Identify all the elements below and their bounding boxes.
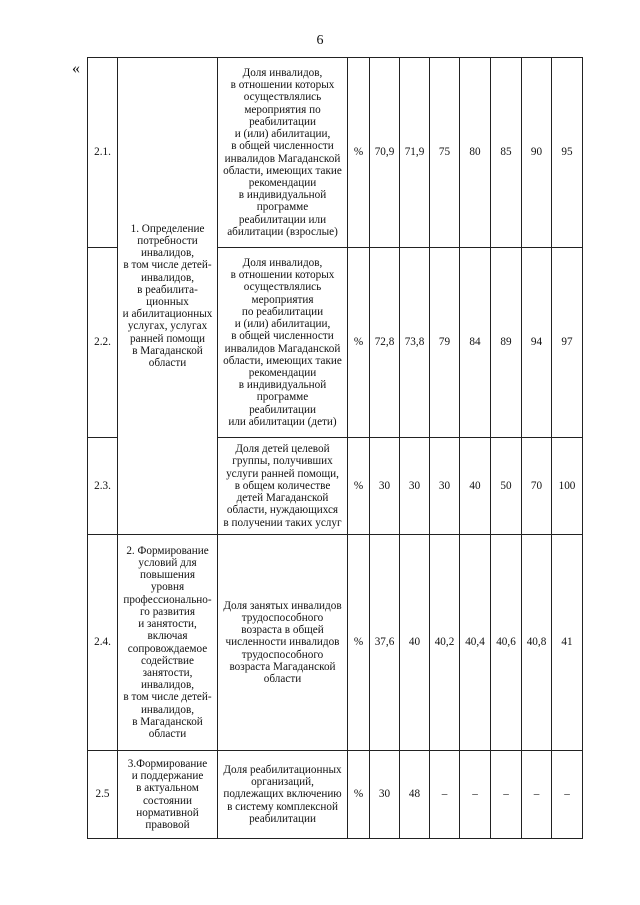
row-number: 2.1. — [88, 58, 118, 248]
unit-cell: % — [348, 248, 370, 438]
value-cell: 40,6 — [491, 535, 522, 751]
value-cell: 48 — [400, 751, 430, 839]
value-cell: 71,9 — [400, 58, 430, 248]
value-cell: 100 — [552, 438, 583, 535]
indicator-cell: Доля занятых инвалидов трудоспособного возраста в общей численности инвалидов трудоспособного возраста Магаданской области — [218, 535, 348, 751]
value-cell: 41 — [552, 535, 583, 751]
value-cell: 40,4 — [460, 535, 491, 751]
value-cell: 90 — [522, 58, 552, 248]
value-cell: 80 — [460, 58, 491, 248]
unit-cell: % — [348, 535, 370, 751]
value-cell: – — [460, 751, 491, 839]
value-cell: 40 — [400, 535, 430, 751]
unit-cell: % — [348, 438, 370, 535]
value-cell: – — [430, 751, 460, 839]
value-cell: 40 — [460, 438, 491, 535]
value-cell: 70 — [522, 438, 552, 535]
row-number: 2.3. — [88, 438, 118, 535]
row-number: 2.4. — [88, 535, 118, 751]
value-cell: 75 — [430, 58, 460, 248]
value-cell: 79 — [430, 248, 460, 438]
unit-cell: % — [348, 751, 370, 839]
goal-cell: 1. Определение потребности инвалидов, в том числе детей- инвалидов, в реабилита- ционных и абилитационных услугах, услугах ранней помощи в Магаданской области — [118, 58, 218, 535]
table-row — [88, 535, 583, 751]
value-cell: 30 — [430, 438, 460, 535]
value-cell: 84 — [460, 248, 491, 438]
indicator-cell: Доля реабилитационных организаций, подлежащих включению в систему комплексной реабилитации — [218, 751, 348, 839]
indicators-table — [87, 57, 583, 839]
table-row — [88, 58, 583, 248]
value-cell: 30 — [400, 438, 430, 535]
indicator-cell: Доля детей целевой группы, получивших услуги ранней помощи, в общем количестве детей Магаданской области, нуждающихся в получении таких услуг — [218, 438, 348, 535]
value-cell: – — [491, 751, 522, 839]
indicator-cell: Доля инвалидов, в отношении которых осуществлялись мероприятия по реабилитации и (или) абилитации, в общей численности инвалидов Магаданской области, имеющих такие рекомендации в индивидуальной программе реабилитации или абилитации (дети) — [218, 248, 348, 438]
value-cell: 50 — [491, 438, 522, 535]
value-cell: 40,8 — [522, 535, 552, 751]
goal-cell: 3.Формирование и поддержание в актуальном состоянии нормативной правовой — [118, 751, 218, 839]
table-row — [88, 751, 583, 839]
value-cell: 30 — [370, 438, 400, 535]
unit-cell: % — [348, 58, 370, 248]
value-cell: 89 — [491, 248, 522, 438]
goal-cell: 2. Формирование условий для повышения уровня профессионально- го развития и занятости, включая сопровождаемое содействие занятости, инвалидов, в том числе детей- инвалидов, в Магаданской области — [118, 535, 218, 751]
value-cell: 97 — [552, 248, 583, 438]
row-number: 2.2. — [88, 248, 118, 438]
row-number: 2.5 — [88, 751, 118, 839]
value-cell: – — [522, 751, 552, 839]
value-cell: 94 — [522, 248, 552, 438]
value-cell: 85 — [491, 58, 522, 248]
page-number: 6 — [316, 33, 324, 48]
indicator-cell: Доля инвалидов, в отношении которых осуществлялись мероприятия по реабилитации и (или) абилитации, в общей численности инвалидов Магаданской области, имеющих такие рекомендации в индивидуальной программе реабилитации или абилитации (взрослые) — [218, 58, 348, 248]
value-cell: 40,2 — [430, 535, 460, 751]
value-cell: – — [552, 751, 583, 839]
value-cell: 30 — [370, 751, 400, 839]
opening-quote-mark: « — [72, 60, 80, 77]
value-cell: 73,8 — [400, 248, 430, 438]
value-cell: 95 — [552, 58, 583, 248]
value-cell: 70,9 — [370, 58, 400, 248]
value-cell: 72,8 — [370, 248, 400, 438]
value-cell: 37,6 — [370, 535, 400, 751]
